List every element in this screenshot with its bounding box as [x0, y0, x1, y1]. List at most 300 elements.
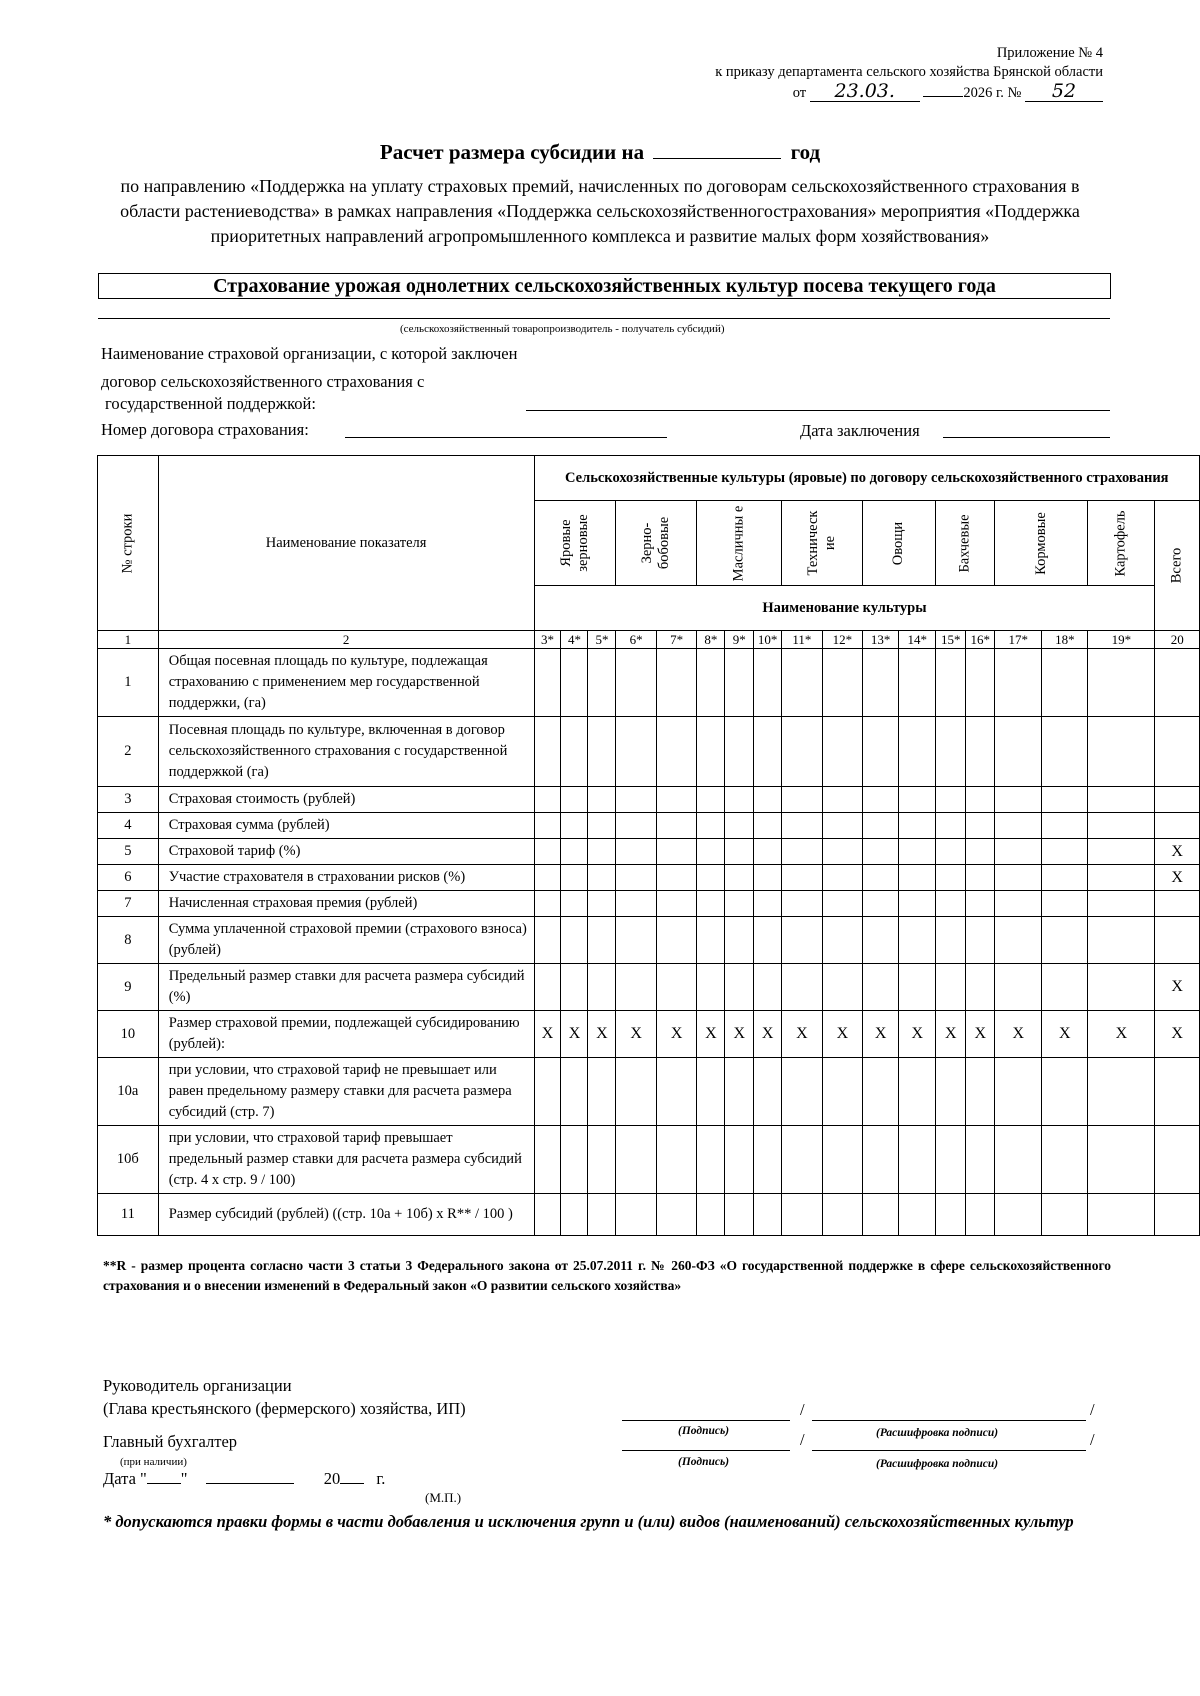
value-cell[interactable]: [1155, 813, 1200, 839]
column-number-cell: 15*: [936, 631, 966, 649]
value-cell[interactable]: [588, 839, 616, 865]
value-cell[interactable]: [534, 1058, 561, 1126]
value-cell[interactable]: [863, 813, 899, 839]
value-cell[interactable]: [616, 964, 657, 1011]
date-year-prefix: 20: [323, 1469, 341, 1488]
value-cell[interactable]: [754, 891, 782, 917]
value-cell[interactable]: [899, 787, 936, 813]
value-cell[interactable]: [822, 717, 863, 787]
value-cell[interactable]: [725, 717, 754, 787]
value-cell[interactable]: [697, 917, 725, 964]
value-cell[interactable]: [616, 865, 657, 891]
value-cell[interactable]: [1088, 717, 1155, 787]
value-cell[interactable]: [754, 917, 782, 964]
value-cell[interactable]: [936, 1126, 966, 1194]
value-cell[interactable]: [725, 865, 754, 891]
accountant-signature-line: [622, 1450, 790, 1451]
head-decode-line: [812, 1420, 1086, 1421]
row-number: 9: [98, 964, 159, 1011]
value-cell[interactable]: [588, 787, 616, 813]
value-cell[interactable]: [1042, 717, 1088, 787]
value-cell[interactable]: [995, 891, 1042, 917]
indicator-header: Наименование показателя: [158, 456, 534, 631]
crops-group-header: Сельскохозяйственные культуры (яровые) по договору сельскохозяйственного страхования: [534, 456, 1199, 501]
value-cell[interactable]: [725, 1058, 754, 1126]
crop-label: Бахчевые: [956, 513, 973, 573]
value-cell[interactable]: [754, 865, 782, 891]
slash-3: /: [800, 1430, 805, 1449]
value-cell[interactable]: [936, 787, 966, 813]
value-cell[interactable]: [966, 1126, 995, 1194]
table-row: [98, 1126, 1200, 1194]
page-title: [0, 140, 1200, 165]
table-row: [98, 1058, 1200, 1126]
value-cell[interactable]: [995, 1194, 1042, 1236]
value-cell[interactable]: [754, 1058, 782, 1126]
indicator-label: при условии, что страховой тариф превышает предельный размер ставки для расчета размера субсидий (стр. 4 х стр. 9 / 100): [158, 1126, 534, 1194]
value-cell[interactable]: [534, 649, 561, 717]
value-cell[interactable]: [1088, 891, 1155, 917]
value-cell[interactable]: [863, 891, 899, 917]
value-cell[interactable]: [863, 917, 899, 964]
value-cell[interactable]: [782, 891, 823, 917]
value-cell[interactable]: [588, 1194, 616, 1236]
value-cell[interactable]: [995, 813, 1042, 839]
value-cell[interactable]: [697, 787, 725, 813]
row-number: 8: [98, 917, 159, 964]
table-row: [98, 964, 1200, 1011]
value-cell[interactable]: [822, 649, 863, 717]
value-cell[interactable]: [995, 917, 1042, 964]
value-cell[interactable]: [534, 787, 561, 813]
value-cell[interactable]: [616, 649, 657, 717]
x-mark-cell: X: [754, 1011, 782, 1058]
indicator-label: Страховая сумма (рублей): [158, 813, 534, 839]
value-cell[interactable]: [822, 813, 863, 839]
value-cell[interactable]: [782, 917, 823, 964]
value-cell[interactable]: [754, 1194, 782, 1236]
value-cell[interactable]: [534, 717, 561, 787]
value-cell[interactable]: [1155, 1194, 1200, 1236]
value-cell[interactable]: [1155, 717, 1200, 787]
value-cell[interactable]: [534, 1126, 561, 1194]
column-number-cell: 18*: [1042, 631, 1088, 649]
value-cell[interactable]: [936, 649, 966, 717]
crop-header-technical: [782, 501, 863, 586]
value-cell[interactable]: [616, 787, 657, 813]
table-row: [98, 891, 1200, 917]
value-cell[interactable]: [697, 964, 725, 1011]
slash-2: /: [1090, 1400, 1095, 1419]
value-cell[interactable]: [782, 839, 823, 865]
value-cell[interactable]: [725, 839, 754, 865]
value-cell[interactable]: [656, 813, 697, 839]
value-cell[interactable]: [899, 964, 936, 1011]
value-cell[interactable]: [1088, 865, 1155, 891]
total-header: [1155, 501, 1200, 631]
value-cell[interactable]: [899, 717, 936, 787]
table-row: [98, 813, 1200, 839]
value-cell[interactable]: [588, 964, 616, 1011]
crop-header-fodder: [995, 501, 1088, 586]
value-cell[interactable]: [561, 839, 588, 865]
value-cell[interactable]: [725, 813, 754, 839]
x-mark-cell: X: [1155, 964, 1200, 1011]
value-cell[interactable]: [1042, 891, 1088, 917]
head-label-1: Руководитель организации: [103, 1376, 292, 1395]
value-cell[interactable]: [863, 964, 899, 1011]
value-cell[interactable]: [936, 1194, 966, 1236]
table-row: [98, 717, 1200, 787]
value-cell[interactable]: [697, 839, 725, 865]
value-cell[interactable]: [1155, 649, 1200, 717]
value-cell[interactable]: [995, 649, 1042, 717]
value-cell[interactable]: [966, 717, 995, 787]
handwritten-date: 23.03.: [810, 82, 920, 102]
value-cell[interactable]: [656, 964, 697, 1011]
value-cell[interactable]: [966, 649, 995, 717]
value-cell[interactable]: [1155, 787, 1200, 813]
value-cell[interactable]: [936, 1058, 966, 1126]
value-cell[interactable]: [1155, 891, 1200, 917]
accountant-decode-line: [812, 1450, 1086, 1451]
value-cell[interactable]: [725, 964, 754, 1011]
value-cell[interactable]: [899, 891, 936, 917]
value-cell[interactable]: [863, 1194, 899, 1236]
value-cell[interactable]: [561, 787, 588, 813]
value-cell[interactable]: [782, 813, 823, 839]
value-cell[interactable]: [1042, 964, 1088, 1011]
value-cell[interactable]: [936, 839, 966, 865]
value-cell[interactable]: [863, 865, 899, 891]
contract-date-line: [943, 437, 1110, 438]
value-cell[interactable]: [863, 649, 899, 717]
crop-label: Масличны е: [730, 505, 747, 581]
value-cell[interactable]: [534, 1194, 561, 1236]
value-cell[interactable]: [616, 1058, 657, 1126]
value-cell[interactable]: [936, 891, 966, 917]
value-cell[interactable]: [561, 1058, 588, 1126]
value-cell[interactable]: [534, 813, 561, 839]
value-cell[interactable]: [899, 1194, 936, 1236]
value-cell[interactable]: [966, 839, 995, 865]
crop-label: Кормовые: [1032, 511, 1049, 575]
column-number-cell: 13*: [863, 631, 899, 649]
value-cell[interactable]: [1042, 813, 1088, 839]
indicator-label: Страховой тариф (%): [158, 839, 534, 865]
slash-1: /: [800, 1400, 805, 1419]
value-cell[interactable]: [899, 649, 936, 717]
value-cell[interactable]: [1155, 1126, 1200, 1194]
value-cell[interactable]: [656, 1058, 697, 1126]
value-cell[interactable]: [725, 1194, 754, 1236]
value-cell[interactable]: [656, 917, 697, 964]
value-cell[interactable]: [754, 964, 782, 1011]
date-year-blank: [340, 1483, 364, 1484]
value-cell[interactable]: [616, 717, 657, 787]
row-number: 10б: [98, 1126, 159, 1194]
value-cell[interactable]: [754, 839, 782, 865]
value-cell[interactable]: [725, 891, 754, 917]
value-cell[interactable]: [754, 717, 782, 787]
value-cell[interactable]: [1088, 649, 1155, 717]
value-cell[interactable]: [561, 649, 588, 717]
value-cell[interactable]: [588, 891, 616, 917]
row-number: 3: [98, 787, 159, 813]
value-cell[interactable]: [616, 1194, 657, 1236]
value-cell[interactable]: [588, 649, 616, 717]
value-cell[interactable]: [616, 1126, 657, 1194]
value-cell[interactable]: [782, 787, 823, 813]
value-cell[interactable]: [561, 917, 588, 964]
x-mark-cell: X: [616, 1011, 657, 1058]
value-cell[interactable]: [1042, 649, 1088, 717]
value-cell[interactable]: [822, 1194, 863, 1236]
value-cell[interactable]: [534, 839, 561, 865]
row-number: 5: [98, 839, 159, 865]
insurer-line: [526, 410, 1110, 411]
indicator-label: Участие страхователя в страховании рисков (%): [158, 865, 534, 891]
decode-caption-1: (Расшифровка подписи): [876, 1427, 999, 1439]
value-cell[interactable]: [754, 813, 782, 839]
rownum-header-text: № строки: [119, 513, 136, 573]
producer-line: [98, 318, 1110, 319]
value-cell[interactable]: [899, 1058, 936, 1126]
value-cell[interactable]: [561, 891, 588, 917]
value-cell[interactable]: [936, 717, 966, 787]
value-cell[interactable]: [936, 964, 966, 1011]
value-cell[interactable]: [754, 649, 782, 717]
value-cell[interactable]: [899, 839, 936, 865]
value-cell[interactable]: [966, 1194, 995, 1236]
value-cell[interactable]: [588, 917, 616, 964]
value-cell[interactable]: [656, 839, 697, 865]
value-cell[interactable]: [782, 1126, 823, 1194]
value-cell[interactable]: [561, 1126, 588, 1194]
value-cell[interactable]: [863, 839, 899, 865]
table-row: [98, 649, 1200, 717]
value-cell[interactable]: [1088, 1194, 1155, 1236]
column-number-cell: 6*: [616, 631, 657, 649]
if-any-note: (при наличии): [120, 1456, 187, 1468]
value-cell[interactable]: [697, 1126, 725, 1194]
x-mark-cell: X: [561, 1011, 588, 1058]
table-row: [98, 1011, 1200, 1058]
value-cell[interactable]: [725, 917, 754, 964]
value-cell[interactable]: [822, 1126, 863, 1194]
value-cell[interactable]: [725, 787, 754, 813]
value-cell[interactable]: [656, 865, 697, 891]
value-cell[interactable]: [899, 1126, 936, 1194]
value-cell[interactable]: [725, 1126, 754, 1194]
row-number: 1: [98, 649, 159, 717]
value-cell[interactable]: [588, 813, 616, 839]
value-cell[interactable]: [656, 1194, 697, 1236]
value-cell[interactable]: [822, 1058, 863, 1126]
row-number: 10а: [98, 1058, 159, 1126]
value-cell[interactable]: [822, 787, 863, 813]
value-cell[interactable]: [863, 1058, 899, 1126]
boxed-heading: Страхование урожая однолетних сельскохозяйственных культур посева текущего года: [98, 273, 1111, 299]
value-cell[interactable]: [782, 964, 823, 1011]
x-mark-cell: X: [936, 1011, 966, 1058]
value-cell[interactable]: [588, 1126, 616, 1194]
crop-label: Картофель: [1112, 509, 1129, 577]
value-cell[interactable]: [1088, 787, 1155, 813]
subtitle: по направлению «Поддержка на уплату страховых премий, начисленных по договорам сельскохозяйственного страхования в области растениеводства» в рамках направления «Поддержка сельскохозяйственногострахования» мероприятия «Поддержка приоритетных направлений агропромышленного комплекса и развитие малых форм хозяйствования»: [120, 176, 1080, 246]
value-cell[interactable]: [656, 717, 697, 787]
x-mark-cell: X: [588, 1011, 616, 1058]
indicator-label: Посевная площадь по культуре, включенная в договор сельскохозяйственного страхования с государственной поддержкой (га): [158, 717, 534, 787]
value-cell[interactable]: [656, 891, 697, 917]
value-cell[interactable]: [1088, 964, 1155, 1011]
x-mark-cell: X: [966, 1011, 995, 1058]
value-cell[interactable]: [995, 717, 1042, 787]
value-cell[interactable]: [616, 813, 657, 839]
value-cell[interactable]: [1042, 787, 1088, 813]
value-cell[interactable]: [782, 865, 823, 891]
value-cell[interactable]: [822, 839, 863, 865]
value-cell[interactable]: [561, 1194, 588, 1236]
value-cell[interactable]: [656, 1126, 697, 1194]
value-cell[interactable]: [995, 964, 1042, 1011]
value-cell[interactable]: [697, 865, 725, 891]
value-cell[interactable]: [534, 917, 561, 964]
value-cell[interactable]: [725, 649, 754, 717]
value-cell[interactable]: [782, 649, 823, 717]
slash-4: /: [1090, 1430, 1095, 1449]
value-cell[interactable]: [966, 917, 995, 964]
value-cell[interactable]: [782, 1194, 823, 1236]
value-cell[interactable]: [1042, 865, 1088, 891]
value-cell[interactable]: [1088, 1126, 1155, 1194]
value-cell[interactable]: [588, 1058, 616, 1126]
value-cell[interactable]: [899, 813, 936, 839]
value-cell[interactable]: [1042, 1058, 1088, 1126]
indicator-label: Сумма уплаченной страховой премии (страхового взноса) (рублей): [158, 917, 534, 964]
column-number-cell: 3*: [534, 631, 561, 649]
value-cell[interactable]: [588, 717, 616, 787]
value-cell[interactable]: [1088, 813, 1155, 839]
row-number: 4: [98, 813, 159, 839]
value-cell[interactable]: [995, 1058, 1042, 1126]
indicator-label: Начисленная страховая премия (рублей): [158, 891, 534, 917]
x-mark-cell: X: [1155, 839, 1200, 865]
value-cell[interactable]: [995, 787, 1042, 813]
value-cell[interactable]: [966, 964, 995, 1011]
value-cell[interactable]: [1155, 1058, 1200, 1126]
value-cell[interactable]: [561, 865, 588, 891]
title-part-2: год: [790, 140, 821, 164]
value-cell[interactable]: [1088, 917, 1155, 964]
value-cell[interactable]: [1042, 1126, 1088, 1194]
crop-header-legumes: [616, 501, 697, 586]
value-cell[interactable]: [534, 891, 561, 917]
value-cell[interactable]: [899, 865, 936, 891]
value-cell[interactable]: [1042, 1194, 1088, 1236]
value-cell[interactable]: [936, 813, 966, 839]
value-cell[interactable]: [656, 649, 697, 717]
value-cell[interactable]: [534, 964, 561, 1011]
date-prefix: от: [792, 85, 807, 101]
value-cell[interactable]: [616, 891, 657, 917]
value-cell[interactable]: [561, 964, 588, 1011]
x-mark-cell: X: [725, 1011, 754, 1058]
column-number-cell: 1: [98, 631, 159, 649]
date-month-blank: [206, 1483, 294, 1484]
insurer-label-3: государственной поддержкой:: [105, 394, 316, 413]
value-cell[interactable]: [966, 865, 995, 891]
x-mark-cell: X: [1042, 1011, 1088, 1058]
footnote-r: **R - размер процента согласно части 3 статьи 3 Федерального закона от 25.07.2011 г. № 260-ФЗ «О государственной поддержке в сфере сельскохозяйственного страхования и о внесении изменений в Федеральный закон «О развитии сельского хозяйства»: [103, 1258, 1111, 1293]
value-cell[interactable]: [1155, 917, 1200, 964]
value-cell[interactable]: [534, 865, 561, 891]
value-cell[interactable]: [995, 865, 1042, 891]
value-cell[interactable]: [863, 787, 899, 813]
value-cell[interactable]: [822, 865, 863, 891]
column-number-cell: 4*: [561, 631, 588, 649]
column-number-cell: 7*: [656, 631, 697, 649]
value-cell[interactable]: [936, 865, 966, 891]
value-cell[interactable]: [995, 1126, 1042, 1194]
value-cell[interactable]: [588, 865, 616, 891]
producer-caption: (сельскохозяйственный товаропроизводитель - получатель субсидий): [400, 323, 725, 335]
crop-label: Зерно-бобовые: [639, 516, 673, 570]
value-cell[interactable]: [966, 891, 995, 917]
appendix-block: [640, 44, 1103, 103]
value-cell[interactable]: [754, 1126, 782, 1194]
value-cell[interactable]: [1088, 1058, 1155, 1126]
value-cell[interactable]: [995, 839, 1042, 865]
value-cell[interactable]: [863, 717, 899, 787]
value-cell[interactable]: [656, 787, 697, 813]
insurer-label-1: Наименование страховой организации, с которой заключен: [101, 344, 518, 363]
value-cell[interactable]: [822, 917, 863, 964]
value-cell[interactable]: [1042, 839, 1088, 865]
head-signature-line: [622, 1420, 790, 1421]
value-cell[interactable]: [561, 813, 588, 839]
value-cell[interactable]: [616, 917, 657, 964]
value-cell[interactable]: [697, 649, 725, 717]
value-cell[interactable]: [966, 1058, 995, 1126]
x-mark-cell: X: [1155, 865, 1200, 891]
value-cell[interactable]: [697, 1194, 725, 1236]
value-cell[interactable]: [822, 964, 863, 1011]
column-number-cell: 10*: [754, 631, 782, 649]
value-cell[interactable]: [561, 717, 588, 787]
value-cell[interactable]: [822, 891, 863, 917]
value-cell[interactable]: [966, 787, 995, 813]
value-cell[interactable]: [782, 717, 823, 787]
column-number-cell: 11*: [782, 631, 823, 649]
value-cell[interactable]: [782, 1058, 823, 1126]
value-cell[interactable]: [1088, 839, 1155, 865]
value-cell[interactable]: [936, 917, 966, 964]
value-cell[interactable]: [899, 917, 936, 964]
value-cell[interactable]: [754, 787, 782, 813]
value-cell[interactable]: [1042, 917, 1088, 964]
contract-number-line: [345, 437, 667, 438]
value-cell[interactable]: [697, 891, 725, 917]
value-cell[interactable]: [863, 1126, 899, 1194]
decode-caption-2: (Расшифровка подписи): [876, 1458, 999, 1470]
value-cell[interactable]: [697, 717, 725, 787]
value-cell[interactable]: [616, 839, 657, 865]
value-cell[interactable]: [966, 813, 995, 839]
head-label-2: (Глава крестьянского (фермерского) хозяйства, ИП): [103, 1399, 466, 1418]
value-cell[interactable]: [697, 1058, 725, 1126]
value-cell[interactable]: [697, 813, 725, 839]
